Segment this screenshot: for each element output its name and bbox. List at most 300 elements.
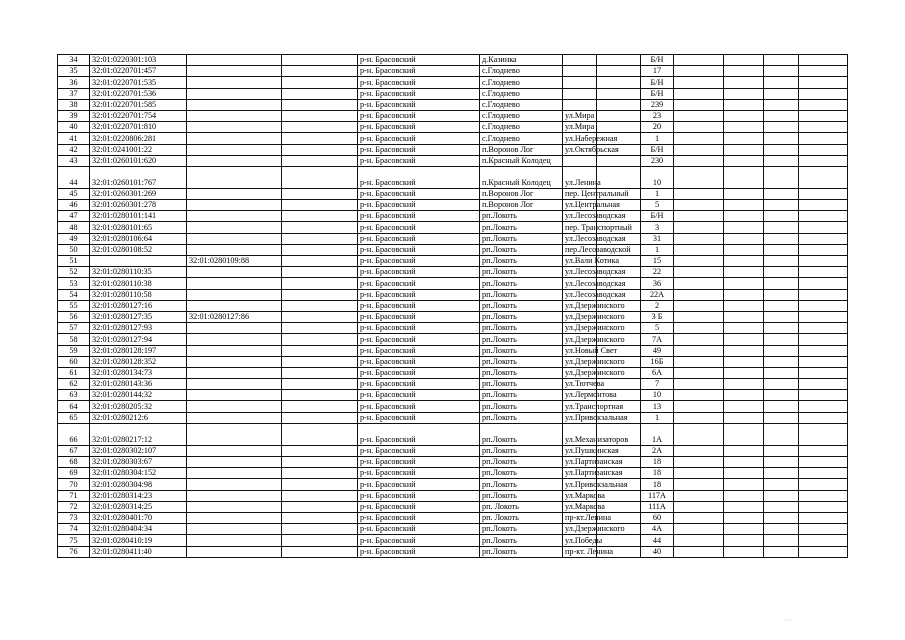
district-cell: р-н. Брасовский [358,423,480,445]
empty-cell [764,55,799,66]
district-cell: р-н. Брасовский [358,77,480,88]
secondary-cadastral-cell [187,278,282,289]
cadastral-number-cell: 32:01:0280205:32 [90,401,187,412]
empty-cell [799,300,848,311]
empty-cell [799,512,848,523]
secondary-cadastral-cell [187,535,282,546]
empty-cell [724,77,764,88]
empty-cell [674,490,724,501]
district-cell: р-н. Брасовский [358,490,480,501]
empty-cell [764,289,799,300]
secondary-cadastral-cell [187,188,282,199]
empty-cell [674,401,724,412]
empty-cell [674,55,724,66]
secondary-cadastral-cell [187,524,282,535]
empty-cell [724,99,764,110]
settlement-cell: рп.Локоть [480,524,563,535]
empty-cell [764,423,799,445]
secondary-cadastral-cell [187,390,282,401]
empty-cell [764,401,799,412]
row-number-cell: 39 [58,110,90,121]
secondary-cadastral-cell [187,334,282,345]
row-number-cell: 45 [58,188,90,199]
row-number-cell: 65 [58,412,90,423]
empty-cell [282,200,358,211]
secondary-cadastral-cell [187,345,282,356]
empty-cell [799,457,848,468]
cadastral-number-cell: 32:01:0280101:141 [90,211,187,222]
settlement-cell: с.Глоднево [480,66,563,77]
empty-cell [597,99,641,110]
empty-cell [724,323,764,334]
house-number-cell: 6А [641,367,674,378]
empty-cell [597,155,641,166]
empty-cell [282,390,358,401]
row-number-cell: 37 [58,88,90,99]
settlement-cell: рп.Локоть [480,356,563,367]
row-number-cell: 52 [58,267,90,278]
row-number-cell: 64 [58,401,90,412]
empty-cell [799,356,848,367]
empty-cell [764,501,799,512]
cadastral-number-cell: 32:01:0280314:25 [90,501,187,512]
empty-cell [724,479,764,490]
house-number-cell: 111А [641,501,674,512]
table-row [58,512,848,523]
cadastral-number-cell: 32:01:0280401:70 [90,512,187,523]
table-row [58,300,848,311]
cadastral-number-cell: 32:01:0280144:32 [90,390,187,401]
empty-cell [799,379,848,390]
empty-cell [674,512,724,523]
cadastral-number-cell: 32:01:0280303:67 [90,457,187,468]
cadastral-number-cell: 32:01:0280304:152 [90,468,187,479]
street-cell: пр-кт. Ленина [563,546,597,557]
table-row [58,122,848,133]
row-number-cell: 66 [58,423,90,445]
district-cell: р-н. Брасовский [358,166,480,188]
table-row [58,412,848,423]
empty-cell [282,345,358,356]
empty-cell [674,468,724,479]
table-row [58,267,848,278]
house-number-cell: 2 [641,300,674,311]
street-cell: ул.Дзержинского [563,367,597,378]
table-row [58,501,848,512]
empty-cell [799,445,848,456]
house-number-cell: 2А [641,445,674,456]
cadastral-number-cell: 32:01:0260101:620 [90,155,187,166]
row-number-cell: 36 [58,77,90,88]
row-number-cell: 43 [58,155,90,166]
settlement-cell: рп.Локоть [480,222,563,233]
row-number-cell: 75 [58,535,90,546]
empty-cell [764,278,799,289]
street-cell: ул.Пушкинская [563,445,597,456]
district-cell: р-н. Брасовский [358,535,480,546]
empty-cell [799,390,848,401]
empty-cell [799,345,848,356]
empty-cell [799,323,848,334]
street-cell: ул.Транспортная [563,401,597,412]
street-cell: ул.Дзержинского [563,524,597,535]
house-number-cell: 18 [641,457,674,468]
row-number-cell: 68 [58,457,90,468]
cadastral-number-cell: 32:01:0280110:35 [90,267,187,278]
empty-cell [724,390,764,401]
settlement-cell: рп.Локоть [480,244,563,255]
secondary-cadastral-cell: 32:01:0280127:86 [187,311,282,322]
table-row [58,99,848,110]
secondary-cadastral-cell [187,166,282,188]
table-row [58,155,848,166]
house-number-cell: 5 [641,323,674,334]
table-row [58,524,848,535]
district-cell: р-н. Брасовский [358,524,480,535]
table-row [58,457,848,468]
empty-cell [799,144,848,155]
street-cell: ул.Маркова [563,501,597,512]
empty-cell [764,211,799,222]
empty-cell [282,311,358,322]
empty-cell [799,278,848,289]
street-cell: пер.Лесозаводской [563,244,597,255]
empty-cell [674,122,724,133]
empty-cell [597,66,641,77]
empty-cell [724,379,764,390]
empty-cell [282,445,358,456]
empty-cell [674,345,724,356]
secondary-cadastral-cell [187,233,282,244]
empty-cell [282,457,358,468]
street-cell [563,55,597,66]
empty-cell [724,278,764,289]
empty-cell [724,166,764,188]
street-cell: ул.Лесозаводская [563,211,597,222]
house-number-cell: 1 [641,412,674,423]
empty-cell [674,457,724,468]
district-cell: р-н. Брасовский [358,55,480,66]
settlement-cell: рп.Локоть [480,412,563,423]
empty-cell [724,55,764,66]
settlement-cell: рп.Локоть [480,457,563,468]
empty-cell [724,244,764,255]
secondary-cadastral-cell [187,512,282,523]
empty-cell [764,77,799,88]
secondary-cadastral-cell [187,401,282,412]
secondary-cadastral-cell [187,144,282,155]
house-number-cell: 15 [641,256,674,267]
empty-cell [799,367,848,378]
empty-cell [674,110,724,121]
empty-cell [764,188,799,199]
row-number-cell: 51 [58,256,90,267]
secondary-cadastral-cell [187,200,282,211]
cadastral-number-cell: 32:01:0220701:535 [90,77,187,88]
row-number-cell: 53 [58,278,90,289]
empty-cell [724,122,764,133]
empty-cell [764,122,799,133]
settlement-cell: рп.Локоть [480,401,563,412]
empty-cell [799,267,848,278]
house-number-cell: 60 [641,512,674,523]
house-number-cell: Б/Н [641,144,674,155]
street-cell: ул.Набережная [563,133,597,144]
row-number-cell: 44 [58,166,90,188]
table-row [58,188,848,199]
empty-cell [799,77,848,88]
empty-cell [799,233,848,244]
settlement-cell: рп.Локоть [480,211,563,222]
empty-cell [674,211,724,222]
district-cell: р-н. Брасовский [358,390,480,401]
scan-specks: ·· · [784,618,792,624]
settlement-cell: рп.Локоть [480,367,563,378]
table-row [58,77,848,88]
empty-cell [799,200,848,211]
table-row [58,345,848,356]
empty-cell [764,155,799,166]
settlement-cell: рп.Локоть [480,468,563,479]
empty-cell [724,289,764,300]
secondary-cadastral-cell [187,122,282,133]
empty-cell [764,311,799,322]
settlement-cell: рп.Локоть [480,390,563,401]
empty-cell [597,88,641,99]
house-number-cell: 13 [641,401,674,412]
house-number-cell: 22 [641,267,674,278]
district-cell: р-н. Брасовский [358,144,480,155]
empty-cell [674,367,724,378]
house-number-cell: 1А [641,423,674,445]
secondary-cadastral-cell [187,55,282,66]
empty-cell [799,334,848,345]
empty-cell [282,211,358,222]
empty-cell [764,323,799,334]
empty-cell [674,267,724,278]
table-row [58,445,848,456]
settlement-cell: рп.Локоть [480,278,563,289]
house-number-cell: Б/Н [641,55,674,66]
secondary-cadastral-cell [187,155,282,166]
empty-cell [282,66,358,77]
cadastral-number-cell: 32:01:0280212:6 [90,412,187,423]
empty-cell [724,512,764,523]
table-row [58,144,848,155]
street-cell: ул.Дзержинского [563,300,597,311]
secondary-cadastral-cell [187,289,282,300]
row-number-cell: 59 [58,345,90,356]
settlement-cell: рп.Локоть [480,289,563,300]
table-row [58,367,848,378]
empty-cell [764,356,799,367]
house-number-cell: 16Б [641,356,674,367]
empty-cell [724,200,764,211]
empty-cell [764,300,799,311]
house-number-cell: 230 [641,155,674,166]
empty-cell [764,345,799,356]
row-number-cell: 63 [58,390,90,401]
street-cell: ул.Дзержинского [563,311,597,322]
settlement-cell: п.Красный Колодец [480,155,563,166]
table-row [58,244,848,255]
empty-cell [799,412,848,423]
row-number-cell: 60 [58,356,90,367]
empty-cell [282,144,358,155]
empty-cell [597,535,641,546]
empty-cell [724,211,764,222]
empty-cell [282,77,358,88]
empty-cell [799,256,848,267]
row-number-cell: 48 [58,222,90,233]
district-cell: р-н. Брасовский [358,457,480,468]
empty-cell [282,233,358,244]
secondary-cadastral-cell [187,110,282,121]
empty-cell [282,412,358,423]
row-number-cell: 38 [58,99,90,110]
district-cell: р-н. Брасовский [358,512,480,523]
row-number-cell: 71 [58,490,90,501]
cadastral-number-cell: 32:01:0260301:278 [90,200,187,211]
cadastral-number-cell: 32:01:0280304:98 [90,479,187,490]
empty-cell [674,256,724,267]
row-number-cell: 74 [58,524,90,535]
settlement-cell: п.Воронов Лог [480,188,563,199]
empty-cell [764,412,799,423]
district-cell: р-н. Брасовский [358,278,480,289]
empty-cell [764,367,799,378]
cadastral-number-cell: 32:01:0280127:16 [90,300,187,311]
settlement-cell: рп.Локоть [480,490,563,501]
empty-cell [764,267,799,278]
house-number-cell: 22А [641,289,674,300]
district-cell: р-н. Брасовский [358,133,480,144]
house-number-cell: 1 [641,133,674,144]
row-number-cell: 61 [58,367,90,378]
cadastral-number-cell: 32:01:0280134:73 [90,367,187,378]
row-number-cell: 40 [58,122,90,133]
district-cell: р-н. Брасовский [358,468,480,479]
house-number-cell: 1 [641,244,674,255]
house-number-cell: Б/Н [641,211,674,222]
empty-cell [674,300,724,311]
row-number-cell: 50 [58,244,90,255]
empty-cell [764,256,799,267]
street-cell: ул.Ленина [563,166,597,188]
empty-cell [282,88,358,99]
empty-cell [282,356,358,367]
district-cell: р-н. Брасовский [358,546,480,557]
empty-cell [799,99,848,110]
settlement-cell: рп.Локоть [480,379,563,390]
secondary-cadastral-cell [187,379,282,390]
district-cell: р-н. Брасовский [358,256,480,267]
secondary-cadastral-cell [187,77,282,88]
settlement-cell: с.Глоднево [480,133,563,144]
empty-cell [674,390,724,401]
empty-cell [674,222,724,233]
empty-cell [282,166,358,188]
table-row [58,390,848,401]
table-row [58,166,848,188]
empty-cell [724,445,764,456]
row-number-cell: 70 [58,479,90,490]
empty-cell [764,390,799,401]
row-number-cell: 58 [58,334,90,345]
empty-cell [674,66,724,77]
house-number-cell: 3 Б [641,311,674,322]
house-number-cell: 7А [641,334,674,345]
empty-cell [799,155,848,166]
row-number-cell: 34 [58,55,90,66]
table-row [58,289,848,300]
empty-cell [674,244,724,255]
table-row [58,66,848,77]
table-row [58,88,848,99]
table-row [58,468,848,479]
empty-cell [674,524,724,535]
empty-cell [764,512,799,523]
district-cell: р-н. Брасовский [358,300,480,311]
cadastral-number-cell: 32:01:0280127:93 [90,323,187,334]
empty-cell [674,289,724,300]
district-cell: р-н. Брасовский [358,88,480,99]
secondary-cadastral-cell [187,133,282,144]
table-row [58,423,848,445]
secondary-cadastral-cell [187,546,282,557]
district-cell: р-н. Брасовский [358,345,480,356]
empty-cell [764,200,799,211]
empty-cell [799,133,848,144]
empty-cell [764,133,799,144]
empty-cell [724,222,764,233]
street-cell: пер. Центральный [563,188,597,199]
empty-cell [282,188,358,199]
table-row [58,490,848,501]
cadastral-number-cell [90,256,187,267]
secondary-cadastral-cell [187,356,282,367]
empty-cell [724,356,764,367]
street-cell: ул.Лермонтова [563,390,597,401]
empty-cell [674,311,724,322]
empty-cell [674,412,724,423]
empty-cell [282,334,358,345]
district-cell: р-н. Брасовский [358,412,480,423]
street-cell: ул.Маркова [563,490,597,501]
district-cell: р-н. Брасовский [358,334,480,345]
empty-cell [282,256,358,267]
empty-cell [799,166,848,188]
district-cell: р-н. Брасовский [358,267,480,278]
empty-cell [674,77,724,88]
empty-cell [597,110,641,121]
empty-cell [764,233,799,244]
cadastral-number-cell: 32:01:0260101:767 [90,166,187,188]
empty-cell [799,490,848,501]
empty-cell [764,222,799,233]
empty-cell [799,401,848,412]
row-number-cell: 41 [58,133,90,144]
empty-cell [282,468,358,479]
street-cell [563,88,597,99]
register-table-body [58,55,848,558]
empty-cell [764,445,799,456]
empty-cell [799,546,848,557]
street-cell: ул.Лесозаводская [563,267,597,278]
empty-cell [282,133,358,144]
empty-cell [724,233,764,244]
house-number-cell: 117А [641,490,674,501]
